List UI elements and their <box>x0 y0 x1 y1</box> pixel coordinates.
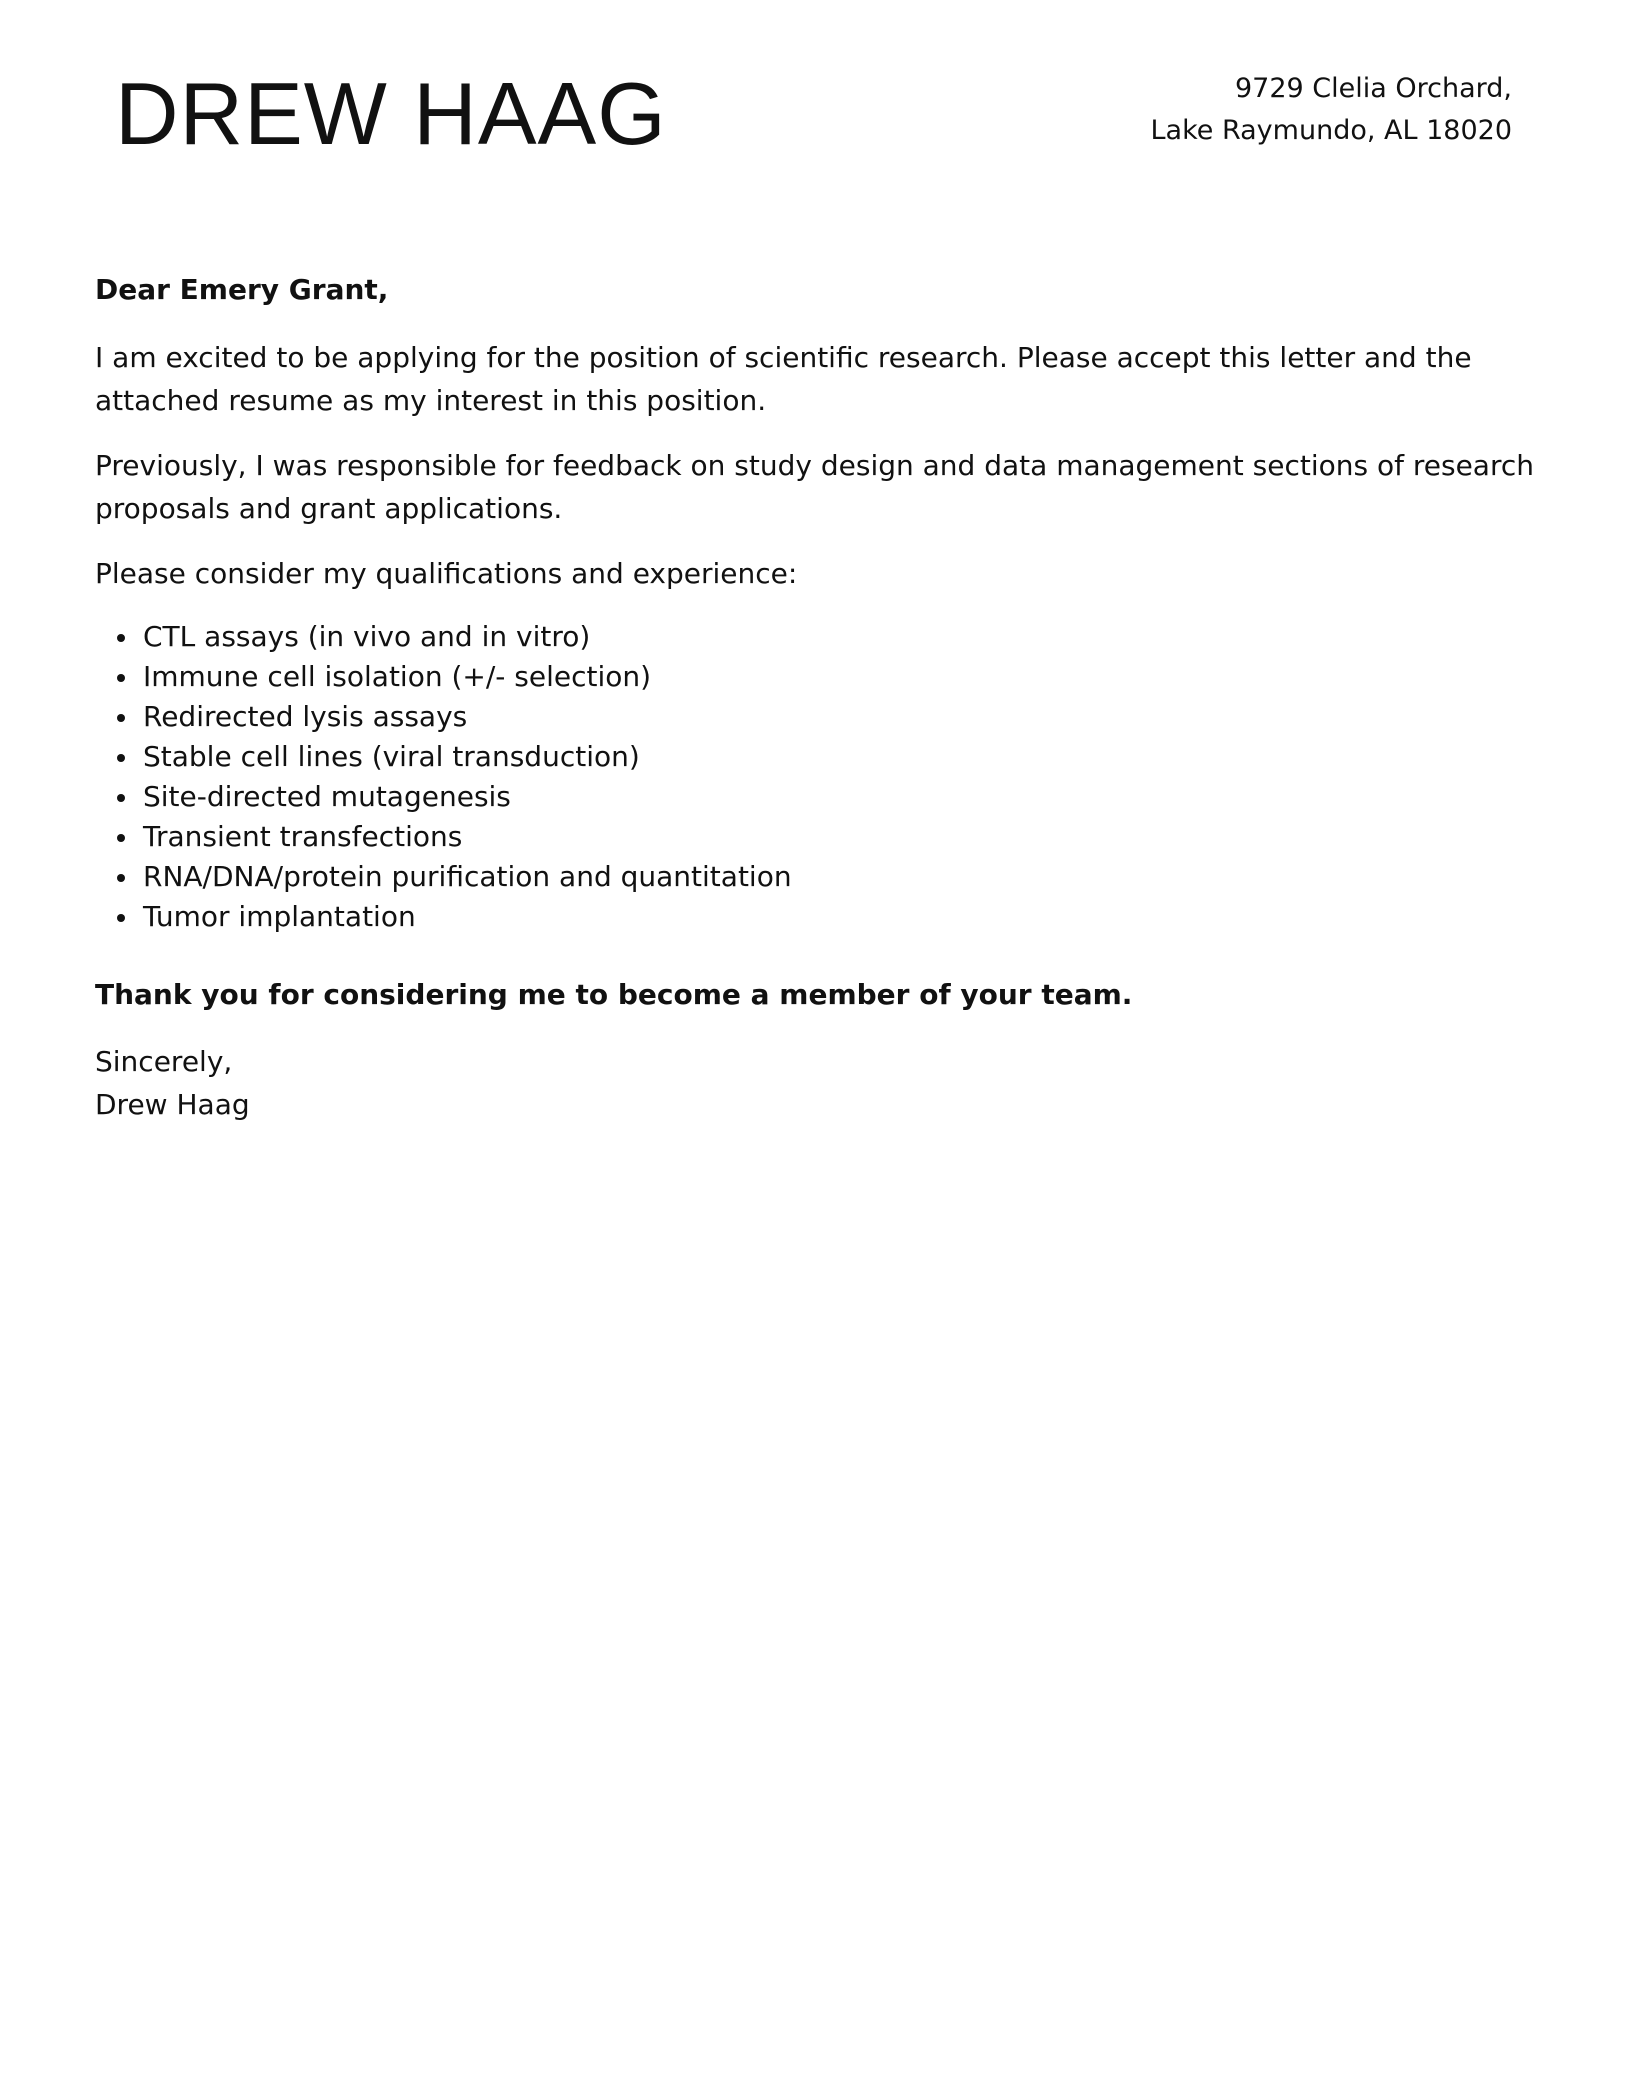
bullet-icon <box>117 634 125 642</box>
list-item <box>95 697 1535 737</box>
signature-name: Drew Haag <box>95 1088 250 1121</box>
list-item <box>95 817 1535 857</box>
skill-text: RNA/DNA/protein purification and quantitation <box>143 860 792 893</box>
experience-paragraph: Previously, I was responsible for feedback on study design and data management sections of research proposals and grant applications. <box>95 449 1535 525</box>
opening-paragraph: I am excited to be applying for the position of scientific research. Please accept this letter and the attached resume as my interest in this position. <box>95 341 1472 417</box>
list-item <box>95 617 1535 657</box>
bullet-icon <box>117 874 125 882</box>
letter-greeting: Dear Emery Grant, <box>95 273 389 306</box>
address-line-1: 9729 Clelia Orchard, <box>1234 73 1512 104</box>
bullet-icon <box>117 754 125 762</box>
bullet-icon <box>117 794 125 802</box>
closing-statement: Thank you for considering me to become a member of your team. <box>95 978 1133 1011</box>
skill-text: Redirected lysis assays <box>143 700 468 733</box>
bullet-icon <box>117 914 125 922</box>
skill-text: Immune cell isolation (+/- selection) <box>143 660 652 693</box>
list-item <box>95 857 1535 897</box>
skill-text: Transient transfections <box>143 820 463 853</box>
bullet-icon <box>117 834 125 842</box>
signature-block <box>95 1040 1535 1126</box>
bullet-icon <box>117 674 125 682</box>
list-item <box>95 657 1535 697</box>
list-item <box>95 737 1535 777</box>
list-item <box>95 897 1535 937</box>
applicant-address <box>1151 68 1512 152</box>
bullet-icon <box>117 714 125 722</box>
letter-header <box>0 0 1632 200</box>
address-line-2: Lake Raymundo, AL 18020 <box>1150 115 1512 146</box>
qualifications-list <box>95 617 1535 937</box>
skill-text: CTL assays (in vivo and in vitro) <box>143 620 591 653</box>
signoff-text: Sincerely, <box>95 1045 233 1078</box>
skill-text: Tumor implantation <box>143 900 416 933</box>
skills-intro: Please consider my qualifications and experience: <box>95 557 798 590</box>
skill-text: Site-directed mutagenesis <box>143 780 511 813</box>
skill-text: Stable cell lines (viral transduction) <box>143 740 640 773</box>
list-item <box>95 777 1535 817</box>
applicant-name: DREW HAAG <box>115 64 667 163</box>
letter-body <box>95 268 1535 1126</box>
